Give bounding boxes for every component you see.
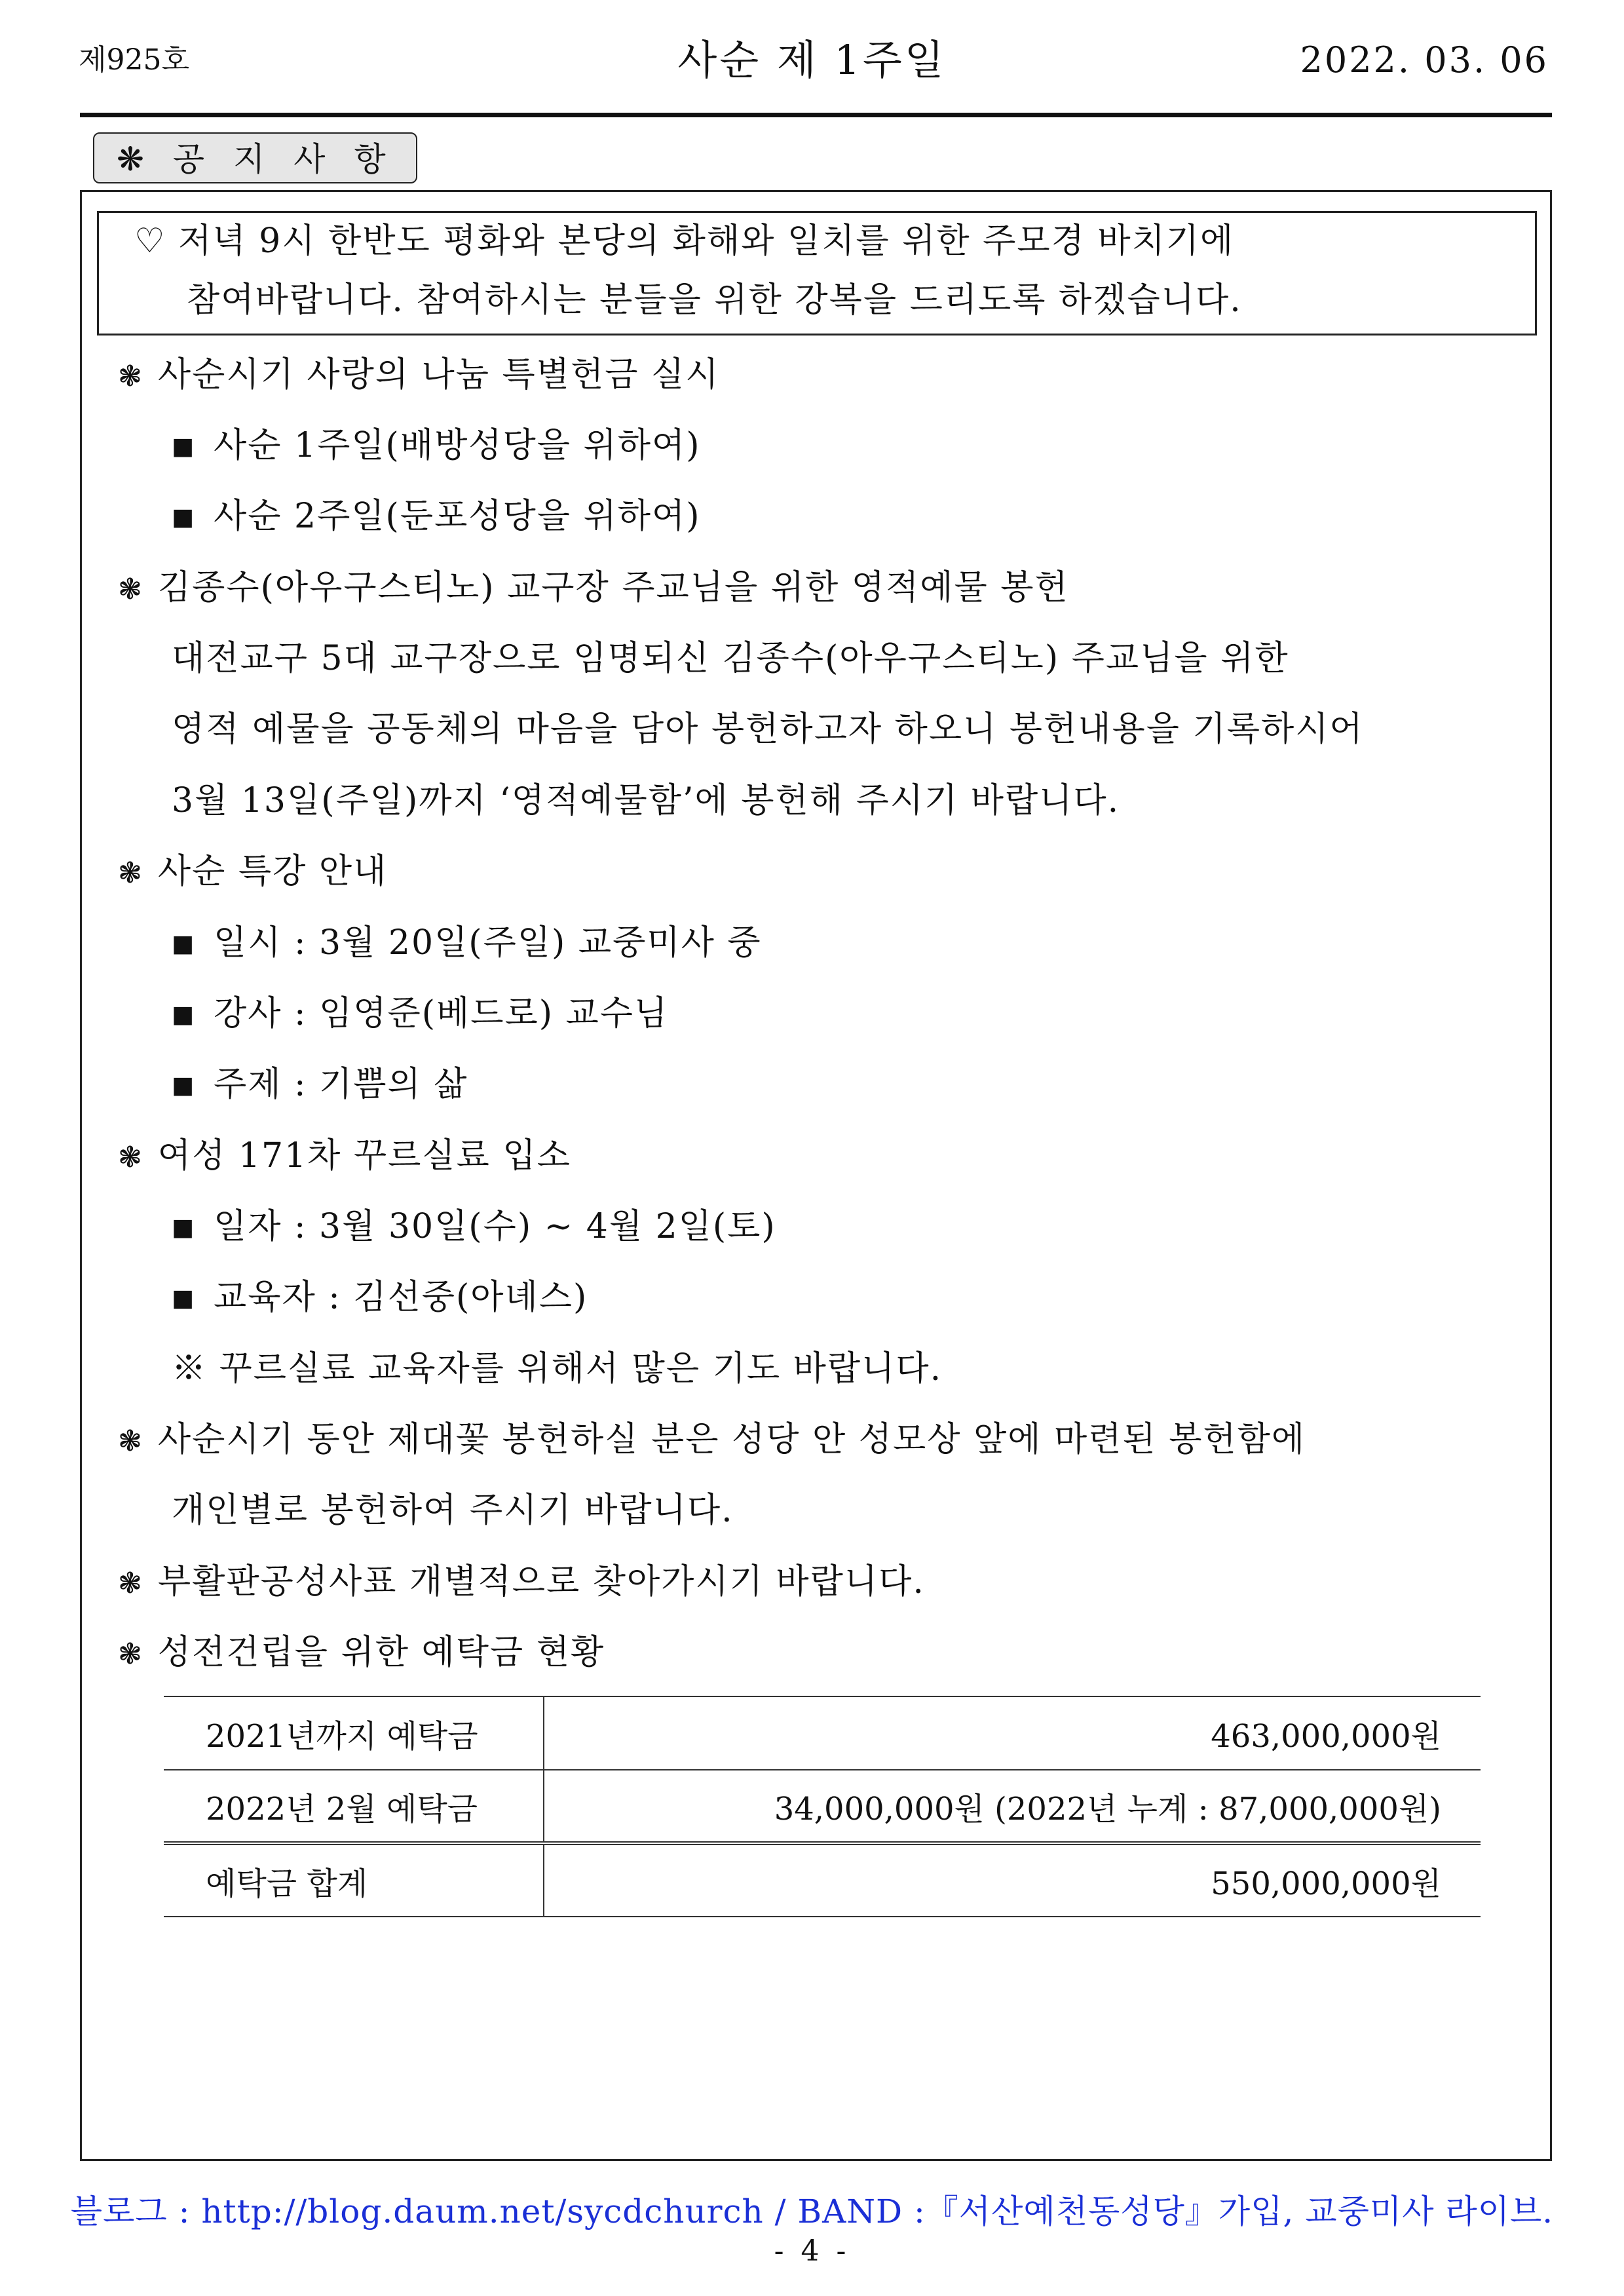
flower-bullet-icon: ❃ xyxy=(118,1141,143,1174)
lent-offering-sub2-text: 사순 2주일(둔포성당을 위하여) xyxy=(214,497,701,536)
deposit-amount: 463,000,000원 xyxy=(544,1696,1481,1770)
deposit-table xyxy=(164,1696,1481,1917)
building-fund-item xyxy=(118,1630,605,1677)
cursillo-sub2 xyxy=(172,1274,588,1322)
square-bullet-icon: ■ xyxy=(172,504,196,531)
altar-flowers-item xyxy=(118,1417,1306,1464)
easter-ticket-item xyxy=(118,1559,925,1607)
cursillo-note: ※ 꾸르실료 교육자를 위해서 많은 기도 바랍니다. xyxy=(172,1349,943,1388)
square-bullet-icon: ■ xyxy=(172,433,196,460)
cursillo-title: 여성 171차 꾸르실료 입소 xyxy=(157,1136,571,1176)
lecture-sub3 xyxy=(172,1062,468,1109)
square-bullet-icon: ■ xyxy=(172,1214,196,1241)
header-divider xyxy=(80,113,1552,117)
building-fund-title: 성전건립을 위한 예탁금 현황 xyxy=(157,1633,605,1672)
flower-bullet-icon: ❃ xyxy=(118,573,143,606)
altar-flowers-line1: 사순시기 동안 제대꽃 봉헌하실 분은 성당 안 성모상 앞에 마련된 봉헌함에 xyxy=(157,1420,1306,1459)
lecture-speaker-text: 강사 : 임영준(베드로) 교수님 xyxy=(214,994,669,1033)
square-bullet-icon: ■ xyxy=(172,1001,196,1028)
page-title: 사순 제 1주일 xyxy=(677,36,947,84)
square-bullet-icon: ■ xyxy=(172,1285,196,1312)
lecture-sub1 xyxy=(172,920,762,967)
bishop-offering-title: 김종수(아우구스티노) 교구장 주교님을 위한 영적예물 봉헌 xyxy=(157,568,1069,607)
notice-section-tab: ❋ 공 지 사 항 xyxy=(93,132,417,183)
square-bullet-icon: ■ xyxy=(172,930,196,957)
table-row-total xyxy=(164,1843,1481,1917)
table-row xyxy=(164,1696,1481,1770)
lecture-item xyxy=(118,849,387,896)
prayer-line-1: ♡ 저녁 9시 한반도 평화와 본당의 화해와 일치를 위한 주모경 바치기에 xyxy=(134,221,1235,261)
lent-offering-title: 사순시기 사랑의 나눔 특별헌금 실시 xyxy=(157,355,720,394)
bishop-offering-line2: 영적 예물을 공동체의 마음을 담아 봉헌하고자 하오니 봉헌내용을 기록하시어 xyxy=(172,710,1364,749)
cursillo-educator-text: 교육자 : 김선중(아녜스) xyxy=(214,1278,588,1317)
issue-number: 제925호 xyxy=(79,43,189,77)
deposit-label: 2022년 2월 예탁금 xyxy=(164,1770,544,1843)
lecture-date-text: 일시 : 3월 20일(주일) 교중미사 중 xyxy=(214,923,762,963)
flower-bullet-icon: ❃ xyxy=(118,1637,143,1671)
lecture-sub2 xyxy=(172,991,668,1038)
lecture-theme-text: 주제 : 기쁨의 삶 xyxy=(214,1065,468,1104)
cursillo-item xyxy=(118,1133,571,1181)
deposit-total-label: 예탁금 합계 xyxy=(164,1843,544,1917)
flower-bullet-icon: ❃ xyxy=(118,856,143,890)
deposit-amount: 34,000,000원 (2022년 누계 : 87,000,000원) xyxy=(544,1770,1481,1843)
deposit-label: 2021년까지 예탁금 xyxy=(164,1696,544,1770)
easter-ticket-text: 부활판공성사표 개별적으로 찾아가시기 바랍니다. xyxy=(157,1562,925,1601)
flower-bullet-icon: ❃ xyxy=(118,1567,143,1600)
lent-offering-item xyxy=(118,352,719,400)
altar-flowers-line2: 개인별로 봉헌하여 주시기 바랍니다. xyxy=(172,1491,734,1530)
footer-blog-link[interactable]: 블로그 : http://blog.daum.net/sycdchurch / BAND :『서산예천동성당』가입, 교중미사 라이브. xyxy=(70,2192,1554,2230)
flower-bullet-icon: ❃ xyxy=(118,1425,143,1458)
lent-offering-sub2 xyxy=(172,493,701,541)
lecture-title: 사순 특강 안내 xyxy=(157,852,388,891)
bishop-offering-item xyxy=(118,565,1069,613)
deposit-total-amount: 550,000,000원 xyxy=(544,1843,1481,1917)
lent-offering-sub1 xyxy=(172,423,701,470)
square-bullet-icon: ■ xyxy=(172,1072,196,1099)
cursillo-sub1 xyxy=(172,1204,776,1251)
bishop-offering-line1: 대전교구 5대 교구장으로 임명되신 김종수(아우구스티노) 주교님을 위한 xyxy=(172,639,1289,678)
table-row xyxy=(164,1770,1481,1843)
flower-bullet-icon: ❃ xyxy=(118,360,143,393)
issue-date: 2022. 03. 06 xyxy=(1300,39,1549,81)
lent-offering-sub1-text: 사순 1주일(배방성당을 위하여) xyxy=(214,426,701,465)
bishop-offering-line3: 3월 13일(주일)까지 ‘영적예물함’에 봉헌해 주시기 바랍니다. xyxy=(172,781,1120,820)
prayer-line-2: 참여바랍니다. 참여하시는 분들을 위한 강복을 드리도록 하겠습니다. xyxy=(187,280,1242,320)
cursillo-dates-text: 일자 : 3월 30일(수) ~ 4월 2일(토) xyxy=(214,1207,776,1246)
page-number: - 4 - xyxy=(774,2234,850,2268)
